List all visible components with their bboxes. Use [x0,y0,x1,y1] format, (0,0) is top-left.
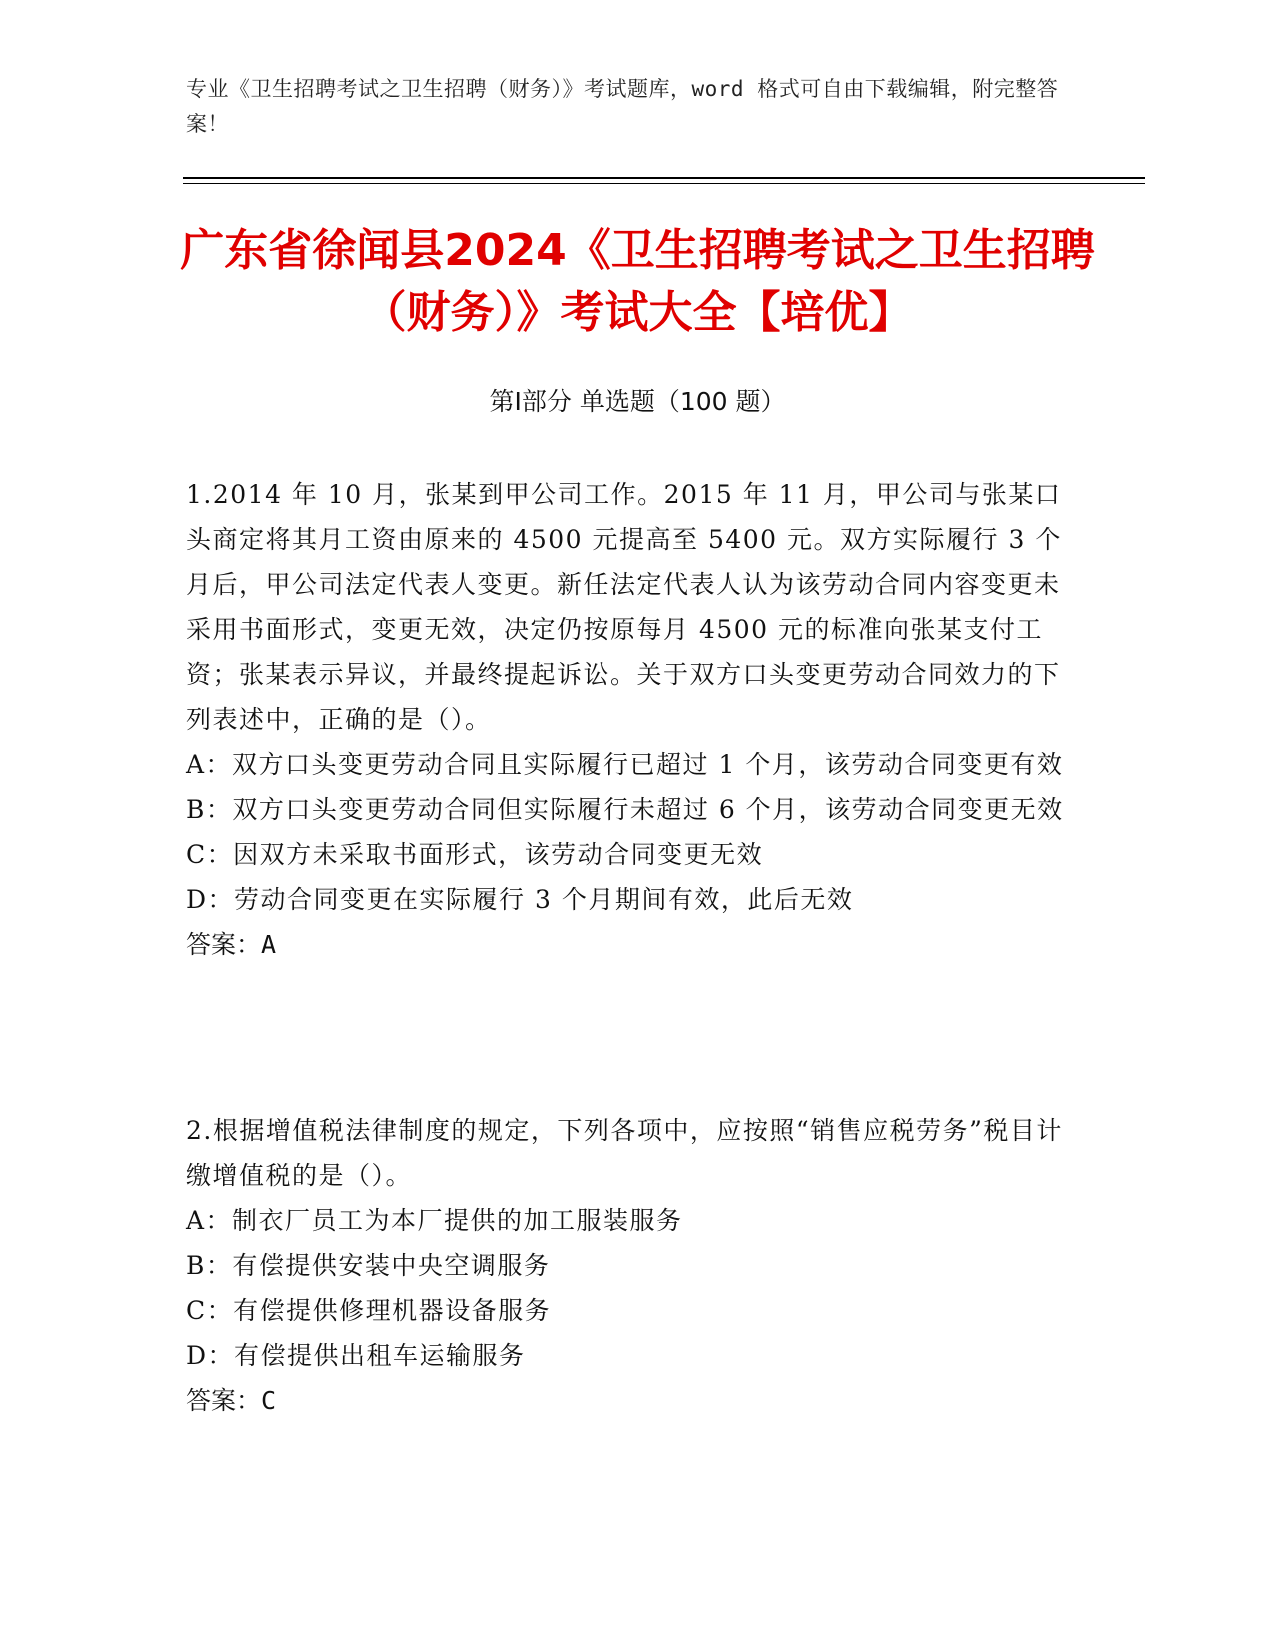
option-b: B：有偿提供安装中央空调服务 [186,1251,551,1280]
question-stem: 2.根据增值税法律制度的规定，下列各项中，应按照“销售应税劳务”税目计缴增值税的是（）。 [186,1116,1063,1190]
answer: 答案：A [186,930,277,959]
option-c: C：因双方未采取书面形式，该劳动合同变更无效 [186,840,764,869]
option-a: A：双方口头变更劳动合同且实际履行已超过 1 个月，该劳动合同变更有效 [186,750,1064,779]
option-a: A：制衣厂员工为本厂提供的加工服装服务 [186,1206,683,1235]
option-d: D：劳动合同变更在实际履行 3 个月期间有效，此后无效 [186,885,854,914]
answer: 答案：C [186,1386,277,1415]
section-heading: 第Ⅰ部分 单选题（100 题） [489,387,786,416]
question-stem: 1.2014 年 10 月，张某到甲公司工作。2015 年 11 月，甲公司与张某口头商定将其月工资由原来的 4500 元提高至 5400 元。双方实际履行 3 个月后，甲公司法定代表人变更。新任法定代表人认为该劳动合同内容变更未采用书面形式，变更无效，决定仍按原每月 4500 元的标准向张某支付工资；张某表示异议，并最终提起诉讼。关于双方口头变更劳动合同效力的下列表述中，正确的是（）。 [186,480,1062,734]
question-2 [186,1108,1076,1423]
header-note: 专业《卫生招聘考试之卫生招聘（财务）》考试题库，word 格式可自由下载编辑，附完整答案！ [186,77,1059,136]
question-1 [186,472,1076,967]
option-c: C：有偿提供修理机器设备服务 [186,1296,552,1325]
header-divider-thin [183,183,1145,184]
header-divider-thick [183,177,1145,179]
document-title: 广东省徐闻县2024《卫生招聘考试之卫生招聘（财务）》考试大全【培优】 [180,225,1095,338]
option-d: D：有偿提供出租车运输服务 [186,1341,526,1370]
option-b: B：双方口头变更劳动合同但实际履行未超过 6 个月，该劳动合同变更无效 [186,795,1064,824]
